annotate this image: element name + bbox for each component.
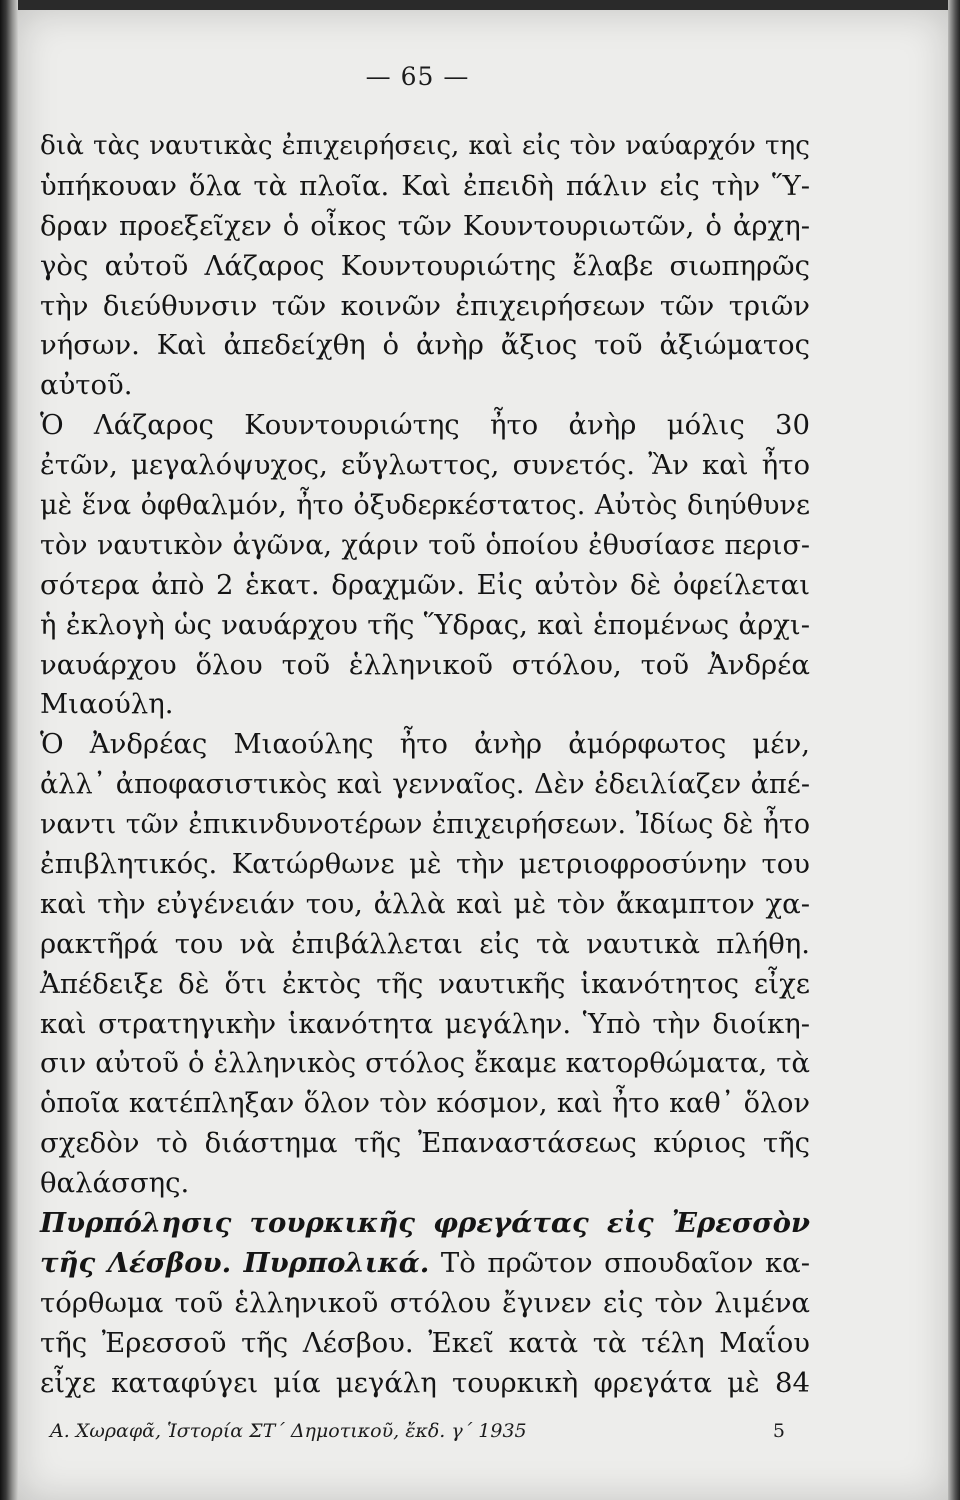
footer: [50, 1420, 785, 1442]
text-line: [40, 765, 810, 805]
line-text: διὰ τὰς ναυτικὰς ἐπιχειρήσεις, καὶ εἰς τὸν ναύαρχόν της: [40, 131, 810, 161]
text-line: [40, 1244, 810, 1284]
text-line: [40, 606, 810, 646]
line-text: σχεδὸν τὸ διάστημα τῆς Ἐπαναστάσεως κύριος τῆς: [40, 1127, 810, 1160]
text-line: [40, 1284, 810, 1324]
line-text: ὁποῖα κατέπληξαν ὅλον τὸν κόσμον, καὶ ἦτο καθ᾽ ὅλον: [40, 1088, 810, 1120]
text-line: [40, 1324, 810, 1364]
line-text: ἀλλ᾽ ἀποφασιστικὸς καὶ γενναῖος. Δὲν ἐδειλίαζεν ἀπέ-: [40, 769, 810, 801]
text-line: [40, 925, 810, 965]
line-text: ρακτῆρά του νὰ ἐπιβάλλεται εἰς τὰ ναυτικὰ πλήθη.: [40, 927, 810, 960]
section-heading: τῆς Λέσβου. Πυρπολικά.: [40, 1246, 430, 1279]
text-line: [40, 1005, 810, 1045]
line-text: Ὁ Ἀνδρέας Μιαούλης ἦτο ἀνὴρ ἀμόρφωτος μέν,: [40, 728, 810, 761]
line-text: Μιαούλη.: [40, 688, 174, 721]
line-text: αὐτοῦ.: [40, 369, 133, 402]
text-line: [40, 287, 810, 327]
line-text: καὶ στρατηγικὴν ἱκανότητα μεγάλην. Ὑπὸ τὴν διοίκη-: [40, 1007, 810, 1040]
text-line: [40, 1084, 810, 1124]
line-text: Ἀπέδειξε δὲ ὅτι ἐκτὸς τῆς ναυτικῆς ἱκανότητος εἶχε: [40, 967, 810, 1000]
line-text: τὸν ναυτικὸν ἀγῶνα, χάριν τοῦ ὁποίου ἐθυσίασε περισ-: [40, 529, 810, 561]
text-line: [40, 167, 810, 207]
text-line: [40, 685, 810, 725]
line-text: καὶ τὴν εὐγένειάν του, ἀλλὰ καὶ μὲ τὸν ἄκαμπτον χα-: [40, 887, 810, 920]
text-line: [40, 1124, 810, 1164]
line-text: σότερα ἀπὸ 2 ἑκατ. δραχμῶν. Εἰς αὐτὸν δὲ ὀφείλεται: [40, 568, 810, 601]
line-text: ἐτῶν, μεγαλόψυχος, εὔγλωττος, συνετός. Ἂν καὶ ἦτο: [40, 449, 810, 482]
page-number: — 65 —: [365, 62, 470, 91]
line-text: τόρθωμα τοῦ ἑλληνικοῦ στόλου ἔγινεν εἰς τὸν λιμένα: [40, 1286, 810, 1319]
text-line: [40, 1204, 810, 1244]
text-line: [40, 885, 810, 925]
text-line: [40, 526, 810, 566]
text-line: [40, 1164, 810, 1204]
text-line: [40, 965, 810, 1005]
line-text: Τὸ πρῶτον σπουδαῖον κα-: [429, 1246, 810, 1279]
footer-reference: Α. Χωραφᾶ, Ἱστορία ΣΤ´ Δημοτικοῦ, ἔκδ. γ´ 1935: [50, 1420, 527, 1442]
text-line: [40, 1044, 810, 1084]
line-text: ὑπήκουαν ὅλα τὰ πλοῖα. Καὶ ἐπειδὴ πάλιν εἰς τὴν Ὕ-: [40, 169, 810, 202]
text-line: [40, 845, 810, 885]
text-line: [40, 725, 810, 765]
line-text: θαλάσσης.: [40, 1167, 190, 1200]
line-text: σιν αὐτοῦ ὁ ἑλληνικὸς στόλος ἔκαμε κατορθώματα, τὰ: [40, 1047, 810, 1080]
text-line: [40, 646, 810, 686]
line-text: γὸς αὐτοῦ Λάζαρος Κουντουριώτης ἔλαβε σιωπηρῶς: [40, 249, 810, 282]
text-line: [40, 486, 810, 526]
line-text: ναυάρχου ὅλου τοῦ ἑλληνικοῦ στόλου, τοῦ Ἀνδρέα: [40, 648, 810, 681]
page-edge: [948, 0, 960, 1500]
line-text: Ὁ Λάζαρος Κουντουριώτης ἦτο ἀνὴρ μόλις 30: [40, 409, 810, 442]
text-line: [40, 127, 810, 167]
section-heading: Πυρπόλησις τουρκικῆς φρεγάτας εἰς Ἐρεσσὸν: [40, 1207, 810, 1240]
text-line: [40, 406, 810, 446]
text-line: [40, 247, 810, 287]
line-text: δραν προεξεῖχεν ὁ οἶκος τῶν Κουντουριωτῶν, ὁ ἀρχη-: [40, 209, 810, 242]
binding-edge: [0, 0, 18, 1500]
line-text: ἡ ἐκλογὴ ὡς ναυάρχου τῆς Ὕδρας, καὶ ἑπομένως ἀρχι-: [40, 608, 810, 641]
line-text: τῆς Ἐρεσσοῦ τῆς Λέσβου. Ἐκεῖ κατὰ τὰ τέλη Μαΐου: [40, 1326, 810, 1359]
line-text: τὴν διεύθυνσιν τῶν κοινῶν ἐπιχειρήσεων τῶν τριῶν: [40, 289, 810, 322]
body-text: [40, 127, 810, 1404]
text-line: [40, 326, 810, 366]
text-line: [40, 446, 810, 486]
text-line: [40, 566, 810, 606]
line-text: μὲ ἕνα ὀφθαλμόν, ἦτο ὀξυδερκέστατος. Αὐτὸς διηύθυνε: [40, 490, 810, 522]
text-line: [40, 366, 810, 406]
line-text: ναντι τῶν ἐπικινδυνοτέρων ἐπιχειρήσεων. Ἰδίως δὲ ἦτο: [40, 809, 810, 841]
text-line: [40, 1364, 810, 1404]
line-text: εἶχε καταφύγει μία μεγάλη τουρκικὴ φρεγάτα μὲ 84: [40, 1366, 810, 1399]
text-line: [40, 207, 810, 247]
line-text: νήσων. Καὶ ἀπεδείχθη ὁ ἀνὴρ ἄξιος τοῦ ἀξιώματος: [40, 329, 810, 362]
signature-mark: 5: [772, 1420, 785, 1442]
line-text: ἐπιβλητικός. Κατώρθωνε μὲ τὴν μετριοφροσύνην του: [40, 848, 810, 881]
text-line: [40, 805, 810, 845]
